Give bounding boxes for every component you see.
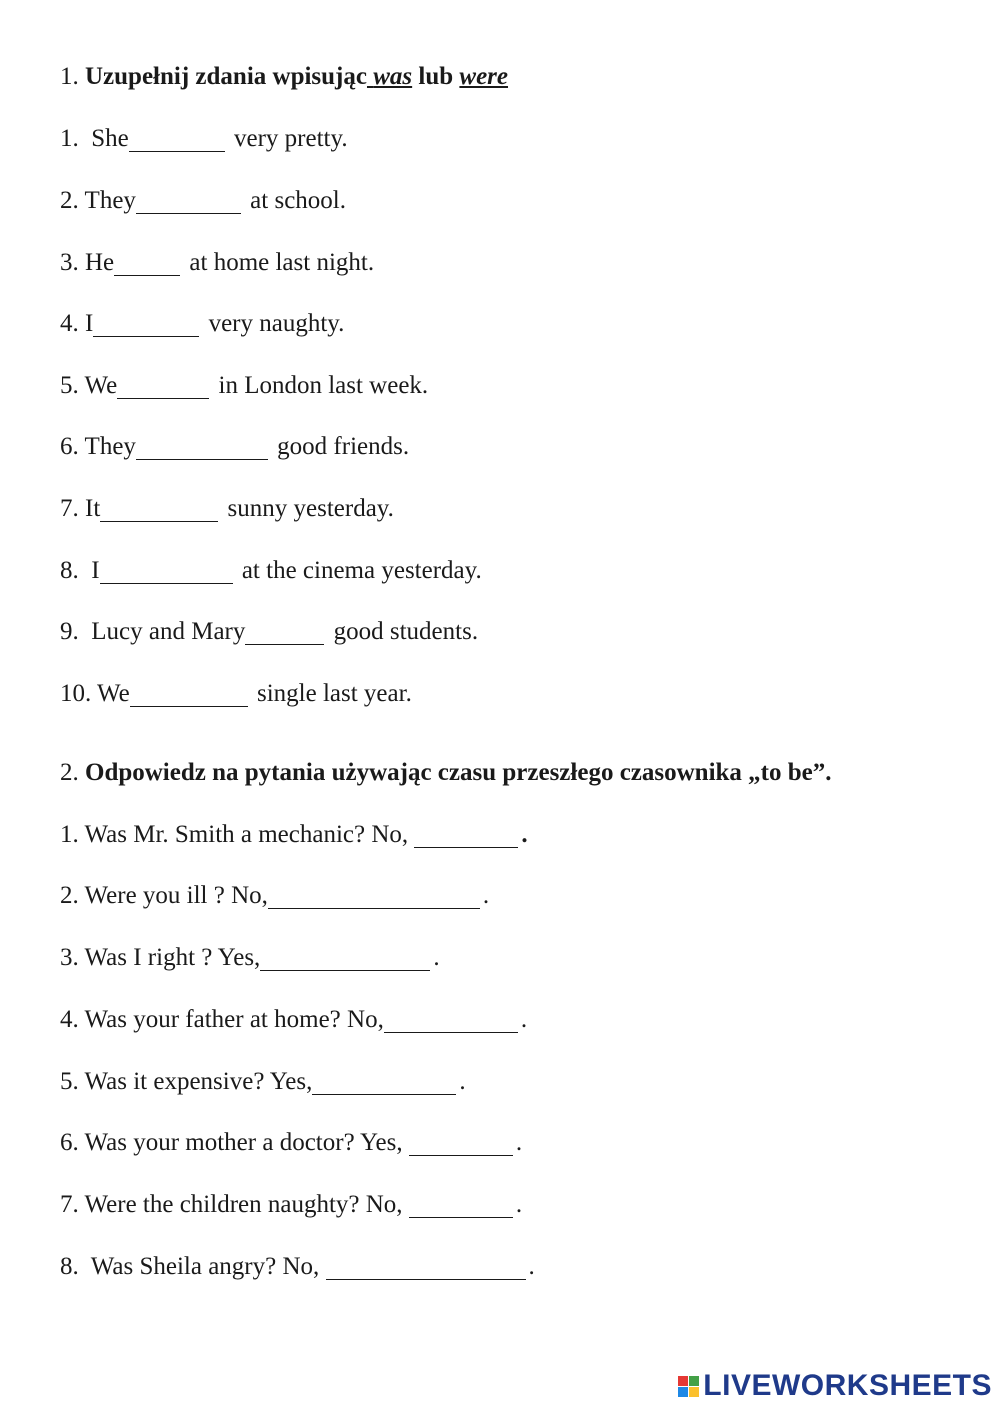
answer-input[interactable] [245, 620, 324, 645]
item-text: very naughty. [202, 310, 345, 337]
item-text: 6. They [60, 433, 136, 460]
exercise-1-item-8 [60, 556, 482, 586]
item-text: 6. Was your mother a doctor? Yes, [60, 1129, 409, 1156]
logo-square-icon [689, 1387, 699, 1397]
exercise-1-item-4 [60, 309, 344, 339]
item-text: 10. We [60, 680, 130, 707]
item-text: 7. Were the children naughty? No, [60, 1191, 409, 1218]
item-text: 9. Lucy and Mary [60, 618, 246, 645]
item-text: 3. Was I right ? Yes, [60, 944, 261, 971]
section-2-heading [60, 758, 832, 788]
item-text: 1. She [60, 125, 129, 152]
exercise-2-item-2 [60, 881, 489, 911]
answer-input[interactable] [114, 251, 180, 276]
item-text: 4. Was your father at home? No, [60, 1006, 384, 1033]
answer-input[interactable] [260, 946, 430, 971]
exercise-1-item-7 [60, 494, 394, 524]
item-text: good friends. [270, 433, 410, 460]
item-text: 5. Was it expensive? Yes, [60, 1068, 313, 1095]
item-text: at the cinema yesterday. [235, 557, 482, 584]
item-text: . [433, 944, 440, 971]
liveworksheets-logo [678, 1369, 992, 1403]
answer-input[interactable] [100, 559, 233, 584]
logo-square-icon [678, 1376, 688, 1386]
section-2-title: Odpowiedz na pytania używając czasu przeszłego czasownika „to be”. [85, 759, 832, 786]
section-1-number: 1. [60, 63, 79, 90]
item-text: . [482, 882, 490, 909]
exercise-1-item-5 [60, 371, 428, 401]
exercise-2-item-3 [60, 943, 440, 973]
answer-input[interactable] [129, 127, 225, 152]
answer-input[interactable] [268, 884, 480, 909]
word-lub: lub [418, 63, 454, 90]
item-text: . [515, 1129, 523, 1156]
exercise-2-item-8 [60, 1252, 535, 1282]
logo-icon [678, 1376, 699, 1397]
answer-input[interactable] [312, 1070, 456, 1095]
item-text: in London last week. [212, 372, 429, 399]
logo-square-icon [678, 1387, 688, 1397]
item-text: sunny yesterday. [221, 495, 394, 522]
item-text: . [515, 1191, 523, 1218]
exercise-2-item-6 [60, 1128, 522, 1158]
logo-square-icon [689, 1376, 699, 1386]
exercise-1-item-9 [60, 617, 478, 647]
item-text: at home last night. [183, 249, 375, 276]
item-text: 3. He [60, 249, 115, 276]
item-text: 5. We [60, 372, 118, 399]
item-text: 7. It [60, 495, 101, 522]
item-text: good students. [327, 618, 479, 645]
exercise-1-item-6 [60, 432, 409, 462]
answer-input[interactable] [130, 682, 248, 707]
exercise-2-item-4 [60, 1005, 527, 1035]
item-text: single last year. [250, 680, 412, 707]
item-text: . [521, 821, 528, 848]
item-text: at school. [243, 187, 346, 214]
item-text: 2. They [60, 187, 136, 214]
answer-input[interactable] [326, 1255, 526, 1280]
exercise-1-item-3 [60, 248, 374, 278]
exercise-2-item-1 [60, 820, 528, 850]
answer-input[interactable] [384, 1008, 518, 1033]
exercise-2-item-5 [60, 1067, 466, 1097]
item-text: . [459, 1068, 466, 1095]
item-text: 8. Was Sheila angry? No, [60, 1253, 326, 1280]
item-text: 8. I [60, 557, 100, 584]
answer-input[interactable] [136, 189, 241, 214]
exercise-1-item-2 [60, 186, 346, 216]
item-text: . [520, 1006, 528, 1033]
exercise-2-item-7 [60, 1190, 522, 1220]
section-2-number: 2. [60, 759, 79, 786]
item-text: very pretty. [227, 125, 348, 152]
answer-input[interactable] [414, 823, 518, 848]
item-text: 2. Were you ill ? No, [60, 882, 268, 909]
answer-input[interactable] [117, 374, 209, 399]
item-text: 4. I [60, 310, 94, 337]
exercise-1-item-10 [60, 679, 412, 709]
logo-text: LIVEWORKSHEETS [703, 1369, 992, 1402]
answer-input[interactable] [93, 312, 199, 337]
item-text: . [528, 1253, 535, 1280]
word-were: were [459, 63, 509, 90]
answer-input[interactable] [136, 435, 268, 460]
section-1-heading [60, 62, 508, 92]
item-text: 1. Was Mr. Smith a mechanic? No, [60, 821, 415, 848]
word-was: was [373, 63, 413, 90]
answer-input[interactable] [100, 497, 218, 522]
section-1-title: Uzupełnij zdania wpisując [85, 63, 367, 90]
exercise-1-item-1 [60, 124, 348, 154]
answer-input[interactable] [409, 1131, 513, 1156]
answer-input[interactable] [409, 1193, 513, 1218]
